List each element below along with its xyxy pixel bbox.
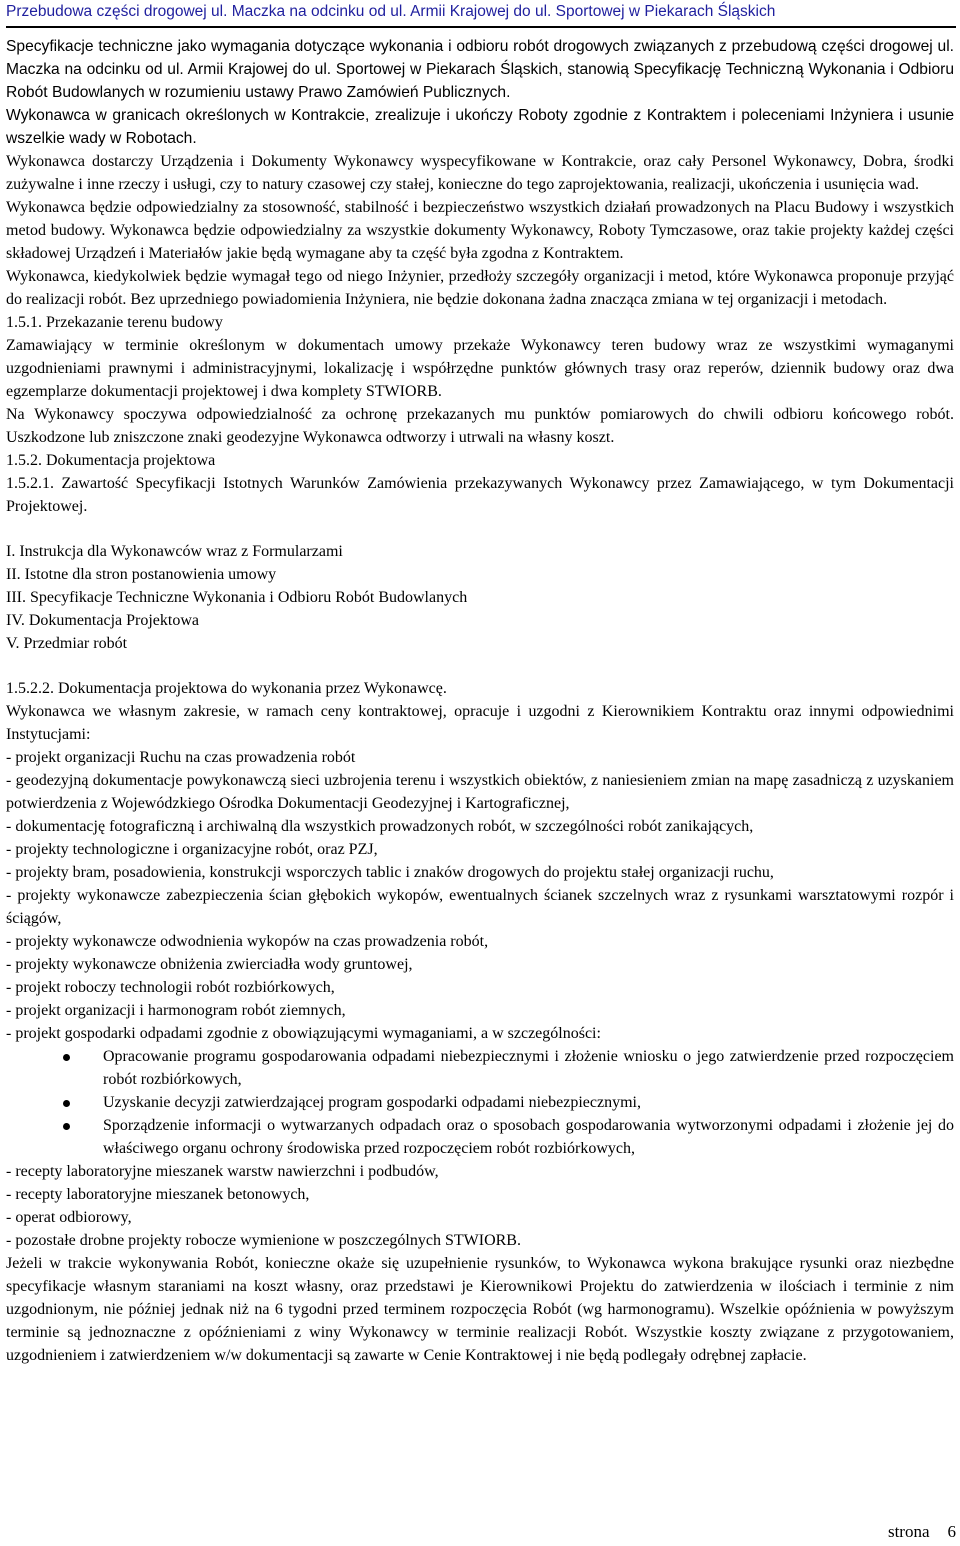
siwz-list-item: II. Istotne dla stron postanowienia umowy bbox=[6, 566, 277, 583]
dash-list-item: - geodezyjną dokumentacje powykonawczą sieci uzbrojenia terenu i wszystkich obiektów, z naniesieniem zmian na mapę zasadniczą z uzyskaniem potwierdzenia z Wojewódzkiego Ośrodka Dokumentacji Geodezyjnej i Kartograficznej, bbox=[6, 772, 954, 812]
dash-list-item: - recepty laboratoryjne mieszanek betonowych, bbox=[6, 1186, 310, 1203]
dash-list-item: - projekt gospodarki odpadami zgodnie z obowiązującymi wymaganiami, a w szczególności: bbox=[6, 1025, 601, 1042]
dash-list-item: - projekty wykonawcze zabezpieczenia ścian głębokich wykopów, ewentualnych ścianek szczelnych wraz z rysunkami warsztatowymi rozpór i ściągów, bbox=[6, 887, 954, 927]
methods-paragraph: Wykonawca, kiedykolwiek będzie wymagał tego od niego Inżynier, przedłoży szczegóły organizacji i metod, które Wykonawca proponuje przyjąć do realizacji robót. Bez uprzedniego powiadomienia Inżyniera, nie będzie dokonana żadna znacząca zmiana w tej organizacji i metodach. bbox=[6, 268, 954, 308]
dash-list-item: - projekty wykonawcze obniżenia zwierciadła wody gruntowej, bbox=[6, 956, 413, 973]
siwz-list-item: I. Instrukcja dla Wykonawców wraz z Formularzami bbox=[6, 543, 343, 560]
bullet-text: Sporządzenie informacji o wytwarzanych odpadach oraz o sposobach gospodarowania wytworzonymi odpadami i złożenie jej do właściwego organu ochrony środowiska przed rozpoczęciem robót rozbiórkowych, bbox=[103, 1117, 954, 1157]
dash-list-item: - projekt organizacji i harmonogram robót ziemnych, bbox=[6, 1002, 346, 1019]
siwz-list-item: IV. Dokumentacja Projektowa bbox=[6, 612, 199, 629]
dash-list-item: - pozostałe drobne projekty robocze wymienione w poszczególnych STWIORB. bbox=[6, 1232, 521, 1249]
siwz-list-item: III. Specyfikacje Techniczne Wykonania i Odbioru Robót Budowlanych bbox=[6, 589, 468, 606]
siwz-list bbox=[6, 540, 954, 655]
siwz-list-item: V. Przedmiar robót bbox=[6, 635, 128, 652]
contract-paragraph: Wykonawca w granicach określonych w Kontrakcie, zrealizuje i ukończy Roboty zgodnie z Kontraktem i poleceniami Inżyniera i usunie wszelkie wady w Robotach. bbox=[6, 107, 954, 147]
bullet-item bbox=[6, 1091, 954, 1114]
header-divider bbox=[6, 26, 956, 28]
page-number: 6 bbox=[947, 1522, 956, 1541]
intro-paragraph: Specyfikacje techniczne jako wymagania dotyczące wykonania i odbioru robót drogowych związanych z przebudową części drogowej ul. Maczka na odcinku od ul. Armii Krajowej do ul. Sportowej w Piekarach Śląskich, stanowią Specyfikację Techniczną Wykonania i Odbioru Robót Budowlanych w rozumieniu ustawy Prawo Zamówień Publicznych. bbox=[6, 38, 954, 101]
bullet-item bbox=[6, 1114, 954, 1160]
document-body bbox=[6, 35, 954, 1367]
bullet-item bbox=[6, 1045, 954, 1091]
dash-list-item: - projekt roboczy technologii robót rozbiórkowych, bbox=[6, 979, 335, 996]
dash-list-item: - projekt organizacji Ruchu na czas prowadzenia robót bbox=[6, 749, 356, 766]
dash-list-item: - projekty technologiczne i organizacyjne robót, oraz PZJ, bbox=[6, 841, 378, 858]
lab-docs-list bbox=[6, 1160, 954, 1252]
spacer bbox=[6, 518, 954, 540]
dash-list-item: - projekty bram, posadowienia, konstrukcji wsporczych tablic i znaków drogowych do projektu stałej organizacji ruchu, bbox=[6, 864, 774, 881]
document-header: Przebudowa części drogowej ul. Maczka na odcinku od ul. Armii Krajowej do ul. Sportowej w Piekarach Śląskich bbox=[6, 3, 776, 20]
bullet-text: Opracowanie programu gospodarowania odpadami niebezpiecznymi i złożenie wniosku o jego zatwierdzenie przed rozpoczęciem robót rozbiórkowych, bbox=[103, 1048, 954, 1088]
own-scope-paragraph: Wykonawca we własnym zakresie, w ramach ceny kontraktowej, opracuje i uzgodni z Kierownikiem Kontraktu oraz innymi odpowiednimi Instytucjami: bbox=[6, 703, 954, 743]
page-footer bbox=[888, 1520, 956, 1544]
drawings-paragraph: Jeżeli w trakcie wykonywania Robót, konieczne okaże się uzupełnienie rysunków, to Wykonawca wykona brakujące rysunki oraz niezbędne specyfikacje własnym staraniami na koszt własny, oraz przedstawi je Kierownikowi Projektu do zatwierdzenia w ilościach i terminie z nim uzgodnionym, nie później jednak niż na 6 tygodni przed terminem rozpoczęcia Robót (wg harmonogramu). Wszelkie opóźnienia w powyższym terminie są jednoznaczne z opóźnieniami z winy Wykonawcy w terminie realizacji Robót. Wszystkie koszty związane z przygotowaniem, uzgodnieniem i zatwierdzeniem w/w dokumentacji są zawarte w Cenie Kontraktowej i nie będą podlegały odrębnej zapłacie. bbox=[6, 1255, 954, 1364]
bullet-text: Uzyskanie decyzji zatwierdzającej program gospodarki odpadami niebezpiecznymi, bbox=[103, 1094, 641, 1111]
bullet-dot-icon bbox=[63, 1054, 70, 1061]
dash-list-item: - operat odbiorowy, bbox=[6, 1209, 132, 1226]
dash-list-item: - recepty laboratoryjne mieszanek warstw nawierzchni i podbudów, bbox=[6, 1163, 439, 1180]
page-label: strona bbox=[887, 1522, 930, 1541]
bullet-dot-icon bbox=[63, 1123, 70, 1130]
section-heading-1-5-2-2: 1.5.2.2. Dokumentacja projektowa do wykonania przez Wykonawcę. bbox=[6, 680, 447, 697]
supply-paragraph: Wykonawca dostarczy Urządzenia i Dokumenty Wykonawcy wyspecyfikowane w Kontrakcie, oraz cały Personel Wykonawcy, Dobra, środki zużywalne i inne rzeczy i usługi, czy to natury czasowej czy stałej, konieczne do tego zaprojektowania, realizacji, ukończenia i usunięcia wad. bbox=[6, 153, 954, 193]
spacer bbox=[6, 655, 954, 677]
responsibility-paragraph: Wykonawca będzie odpowiedzialny za stosowność, stabilność i bezpieczeństwo wszystkich działań prowadzonych na Placu Budowy i wszystkich metod budowy. Wykonawca będzie odpowiedzialny za wszystkie dokumenty Wykonawcy, Roboty Tymczasowe, oraz takie projekty każdej części składowej Urządzeń i Materiałów jakie będą wymagane aby ta część była zgodna z Kontraktem. bbox=[6, 199, 954, 262]
dash-list-item: - dokumentację fotograficzną i archiwalną dla wszystkich prowadzonych robót, w szczególności robót zanikających, bbox=[6, 818, 754, 835]
waste-bullet-list bbox=[6, 1045, 954, 1160]
bullet-dot-icon bbox=[63, 1100, 70, 1107]
site-handover-paragraph: Zamawiający w terminie określonym w dokumentach umowy przekaże Wykonawcy teren budowy wraz ze wszystkimi wymaganymi uzgodnieniami prawnymi i administracyjnymi, lokalizację i współrzędne punktów głównych trasy oraz reperów, dziennik budowy oraz dwa egzemplarze dokumentacji projektowej i dwa komplety STWIORB. bbox=[6, 337, 954, 400]
section-heading-1-5-2: 1.5.2. Dokumentacja projektowa bbox=[6, 452, 216, 469]
design-docs-list bbox=[6, 746, 954, 1045]
dash-list-item: - projekty wykonawcze odwodnienia wykopów na czas prowadzenia robót, bbox=[6, 933, 489, 950]
survey-points-paragraph: Na Wykonawcy spoczywa odpowiedzialność za ochronę przekazanych mu punktów pomiarowych do chwili odbioru końcowego robót. Uszkodzone lub zniszczone znaki geodezyjne Wykonawca odtworzy i utrwali na własny koszt. bbox=[6, 406, 954, 446]
section-heading-1-5-1: 1.5.1. Przekazanie terenu budowy bbox=[6, 314, 223, 331]
section-heading-1-5-2-1: 1.5.2.1. Zawartość Specyfikacji Istotnych Warunków Zamówienia przekazywanych Wykonawcy przez Zamawiającego, w tym Dokumentacji Projektowej. bbox=[6, 475, 954, 515]
